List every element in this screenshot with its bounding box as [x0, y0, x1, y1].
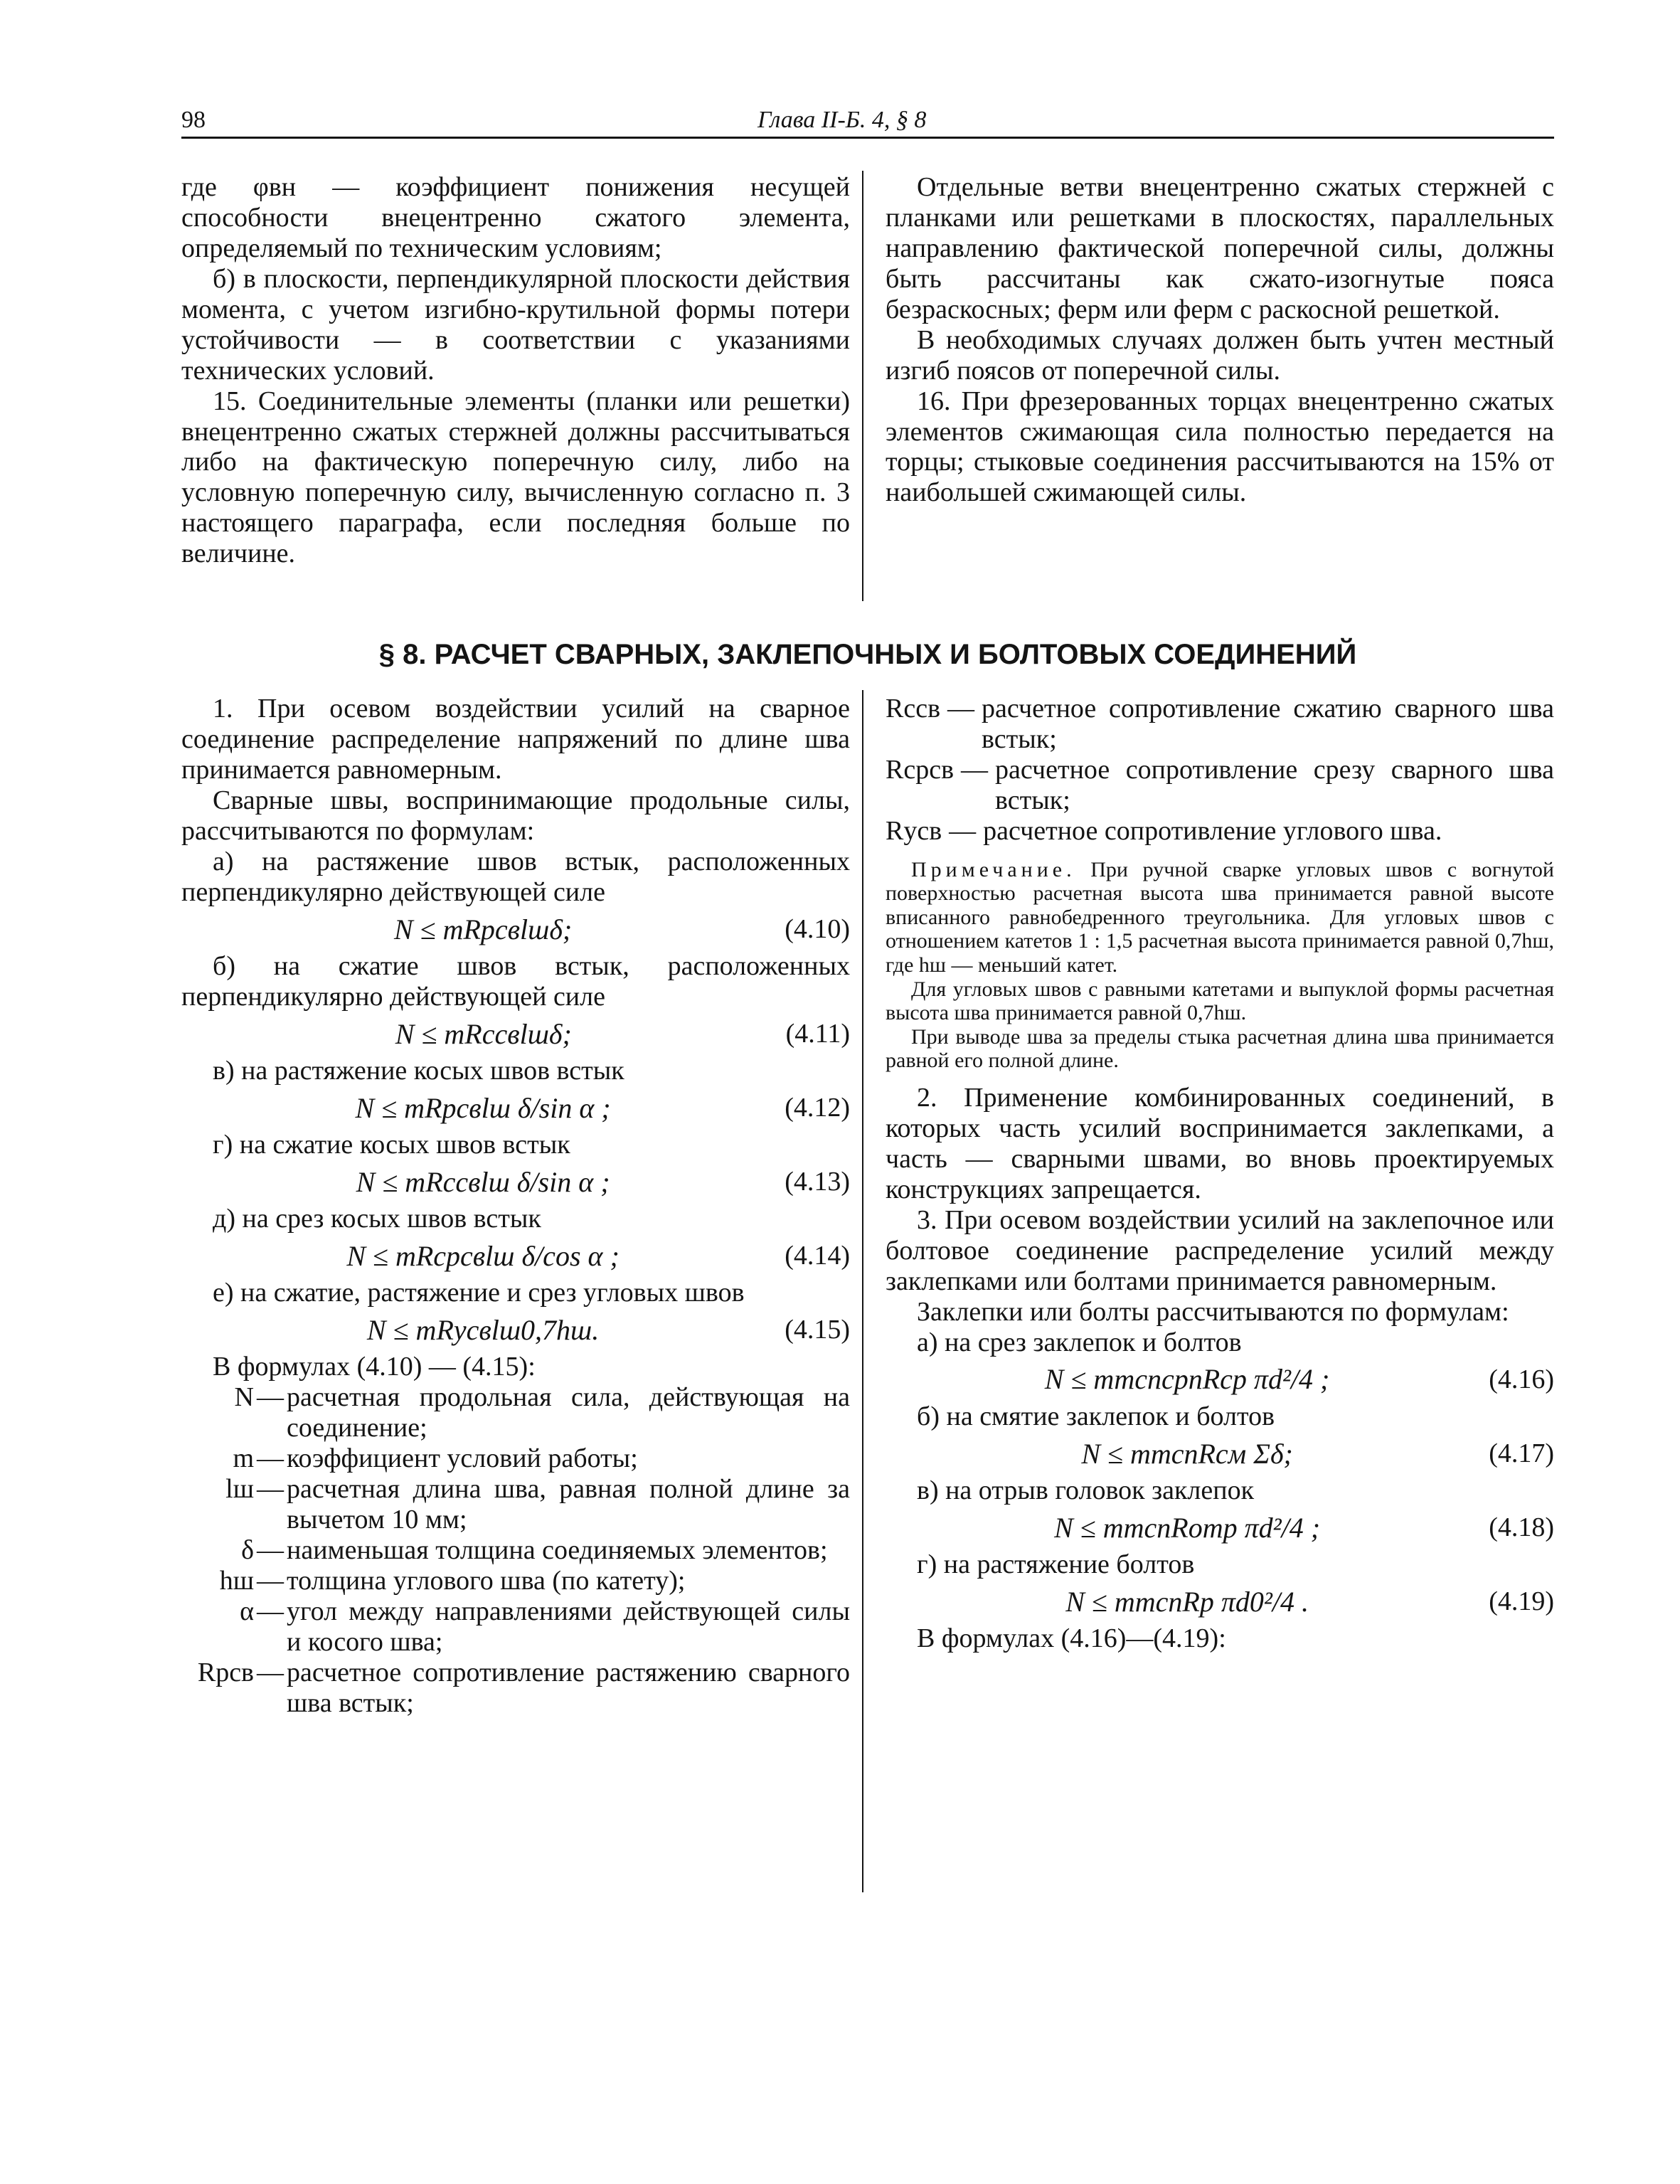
equation-number: (4.19) [1489, 1586, 1554, 1616]
case-g: г) на сжатие косых швов встык [213, 1129, 570, 1160]
formula-4-18-expression: N ≤ mmcnRотр πd²/4 ; [1054, 1511, 1321, 1544]
formula-4-11-expression: N ≤ mRссвlшδ; [395, 1017, 572, 1050]
definitions-list [181, 1382, 850, 1718]
equation-number: (4.13) [785, 1167, 850, 1197]
symbol: Rссв [886, 694, 941, 723]
definition-text: толщина углового шва (по катету); [287, 1565, 686, 1596]
equation-number: (4.15) [785, 1315, 850, 1345]
definition-item: Rусв — расчетное сопротивление углового шва. [886, 816, 1554, 847]
definition-text: расчетная продольная сила, действующая на соединение; [287, 1382, 850, 1443]
formula-4-15 [181, 1314, 850, 1346]
definition-text: коэффициент условий работы; [287, 1443, 638, 1474]
equation-number: (4.14) [785, 1241, 850, 1271]
definition-text: наименьшая толщина соединяемых элементов; [287, 1534, 828, 1565]
note-text-2: Для угловых швов с равными катетами и выпуклой формы расчетная высота шва принимается равной 0,7hш. [886, 977, 1554, 1025]
equation-number: (4.10) [785, 913, 850, 944]
definitions-intro: В формулах (4.10) — (4.15): [213, 1352, 536, 1382]
formula-4-15-expression: N ≤ mRусвlш0,7hш. [366, 1314, 600, 1347]
symbol: Rсрсв [886, 754, 955, 785]
definition-text: угол между направлениями действующей силы и косого шва; [287, 1596, 850, 1657]
definition-item: lш — расчетная длина шва, равная полной длине за вычетом 10 мм; [181, 1474, 850, 1535]
note-block [886, 858, 1554, 1073]
case-b: б) на смятие заклепок и болтов [917, 1401, 1275, 1431]
definition-item: Rрсв — расчетное сопротивление растяжению сварного шва встык; [181, 1658, 850, 1719]
chapter-reference: Глава II-Б. 4, § 8 [757, 107, 927, 133]
definition-item: Rссв — расчетное сопротивление сжатию сварного шва встык; [886, 694, 1554, 754]
top-right-column [886, 172, 1554, 508]
symbol: α [240, 1596, 254, 1626]
equation-number: (4.11) [785, 1018, 850, 1049]
definition-text: расчетная длина шва, равная полной длине за вычетом 10 мм; [287, 1474, 850, 1534]
formula-4-10 [181, 913, 850, 945]
paragraph-16: 16. При фрезерованных торцах внецентренно сжатых элементов сжимающая сила полностью передается на торцы; стыковые соединения рассчитываются на 15% от наибольшей сжимающей силы. [886, 386, 1554, 508]
symbol: Rусв [886, 815, 942, 846]
symbol: N [234, 1382, 254, 1413]
page-number: 98 [181, 107, 206, 133]
symbol: m [233, 1443, 254, 1474]
branches-paragraph: Отдельные ветви внецентренно сжатых стержней с планками или решетками в плоскостях, параллельных направлению фактической поперечной силы, должны быть рассчитаны как сжато-изогнутые пояса безраскосных; ферм или ферм с раскосной решеткой. [886, 172, 1554, 324]
paragraph-3: 3. При осевом воздействии усилий на заклепочное или болтовое соединение распределение усилий между заклепками или болтами принимается равномерным. [886, 1204, 1554, 1296]
weld-paragraph-1: 1. При осевом воздействии усилий на сварное соединение распределение напряжений по длине шва принимается равномерным. [181, 694, 850, 785]
note-label: Примечание. [911, 857, 1076, 881]
formula-4-12 [181, 1092, 850, 1124]
equation-number: (4.18) [1489, 1512, 1554, 1542]
note-text-1: При ручной сварке угловых швов с вогнутой поверхностью расчетная высота шва принимается равной высоте вписанного равнобедренного треугольника. Для угловых швов с отношением катетов 1 : 1,5 расчетная высота принимается равной 0,7hш, где hш — меньший катет. [886, 857, 1554, 977]
equation-number: (4.16) [1489, 1364, 1554, 1394]
definition-item: N — расчетная продольная сила, действующая на соединение; [181, 1382, 850, 1443]
definition-text: расчетное сопротивление углового шва. [983, 815, 1442, 846]
paragraph-15: 15. Соединительные элементы (планки или решетки) внецентренно сжатых стержней должны рассчитываться либо на фактическую поперечную силу, либо на условную поперечную силу, вычисленную согласно п. 3 настоящего параграфа, если последняя больше по величине. [181, 386, 850, 569]
bottom-left-column [181, 694, 850, 1719]
definition-text: расчетное сопротивление сжатию сварного шва встык; [982, 694, 1554, 754]
column-divider-top [862, 171, 863, 601]
note-text-3: При выводе шва за пределы стыка расчетная длина шва принимается равной его полной длине. [886, 1024, 1554, 1073]
weld-paragraph-2: Сварные швы, воспринимающие продольные силы, рассчитываются по формулам: [181, 785, 850, 846]
formula-4-16 [886, 1363, 1554, 1395]
definition-text: расчетное сопротивление срезу сварного шва встык; [995, 754, 1554, 815]
formula-4-17-expression: N ≤ mmcnRсм Σδ; [1081, 1437, 1293, 1470]
formula-4-19 [886, 1586, 1554, 1618]
definition-text: расчетное сопротивление растяжению сварного шва встык; [287, 1657, 850, 1718]
bottom-right-column [886, 694, 1554, 1654]
section-title: § 8. РАСЧЕТ СВАРНЫХ, ЗАКЛЕПОЧНЫХ И БОЛТОВЫХ СОЕДИНЕНИЙ [378, 639, 1357, 670]
local-bending-paragraph: В необходимых случаях должен быть учтен местный изгиб поясов от поперечной силы. [886, 324, 1554, 386]
symbol: hш [219, 1565, 254, 1596]
case-d: д) на срез косых швов встык [213, 1204, 541, 1234]
phi-definition: где φвн — коэффициент понижения несущей способности внецентренно сжатого элемента, определяемый по техническим условиям; [181, 172, 850, 263]
case-a: а) на растяжение швов встык, расположенных перпендикулярно действующей силе [181, 846, 850, 907]
formula-4-19-expression: N ≤ mmcnRр πd0²/4 . [1065, 1585, 1309, 1618]
definition-item: Rсрсв — расчетное сопротивление срезу сварного шва встык; [886, 754, 1554, 815]
definitions-intro: В формулах (4.16)—(4.19): [917, 1623, 1226, 1654]
definition-item: δ — наименьшая толщина соединяемых элементов; [181, 1535, 850, 1566]
formula-4-13-expression: N ≤ mRссвlш δ/sin α ; [356, 1165, 610, 1198]
symbol: δ [241, 1534, 254, 1565]
definition-item: m — коэффициент условий работы; [181, 1443, 850, 1474]
top-left-column [181, 172, 850, 569]
equation-number: (4.17) [1489, 1438, 1554, 1468]
formula-4-18 [886, 1512, 1554, 1544]
symbol: lш [225, 1474, 254, 1505]
formula-4-10-expression: N ≤ mRрсвlшδ; [393, 913, 573, 945]
paragraph-14b: б) в плоскости, перпендикулярной плоскости действия момента, с учетом изгибно-крутильной формы потери устойчивости — в соответствии с указаниями технических условий. [181, 263, 850, 386]
case-e: е) на сжатие, растяжение и срез угловых швов [213, 1278, 745, 1308]
paragraph-2: 2. Применение комбинированных соединений, в которых часть усилий воспринимается заклепками, а часть — сварными швами, во вновь проектируемых конструкциях запрещается. [886, 1083, 1554, 1204]
running-header [181, 105, 1554, 139]
formula-4-13 [181, 1166, 850, 1198]
formula-4-17 [886, 1438, 1554, 1470]
case-v: в) на растяжение косых швов встык [213, 1055, 624, 1086]
formula-4-16-expression: N ≤ mmcnсрnRср πd²/4 ; [1044, 1363, 1330, 1396]
column-divider-bottom [862, 690, 863, 1892]
definition-item: hш — толщина углового шва (по катету); [181, 1566, 850, 1596]
case-g: г) на растяжение болтов [917, 1549, 1195, 1579]
formula-4-14-expression: N ≤ mRсрсвlш δ/cos α ; [346, 1240, 620, 1272]
case-a: а) на срез заклепок и болтов [917, 1327, 1242, 1357]
case-b: б) на сжатие швов встык, расположенных перпендикулярно действующей силе [181, 950, 850, 1012]
definition-item: α — угол между направлениями действующей силы и косого шва; [181, 1596, 850, 1658]
paragraph-4: Заклепки или болты рассчитываются по формулам: [917, 1296, 1509, 1327]
formula-4-11 [181, 1018, 850, 1050]
equation-number: (4.12) [785, 1092, 850, 1123]
symbol: Rрсв [197, 1657, 254, 1687]
case-v: в) на отрыв головок заклепок [917, 1475, 1255, 1505]
formula-4-14 [181, 1240, 850, 1272]
formula-4-12-expression: N ≤ mRрсвlш δ/sin α ; [355, 1091, 611, 1124]
